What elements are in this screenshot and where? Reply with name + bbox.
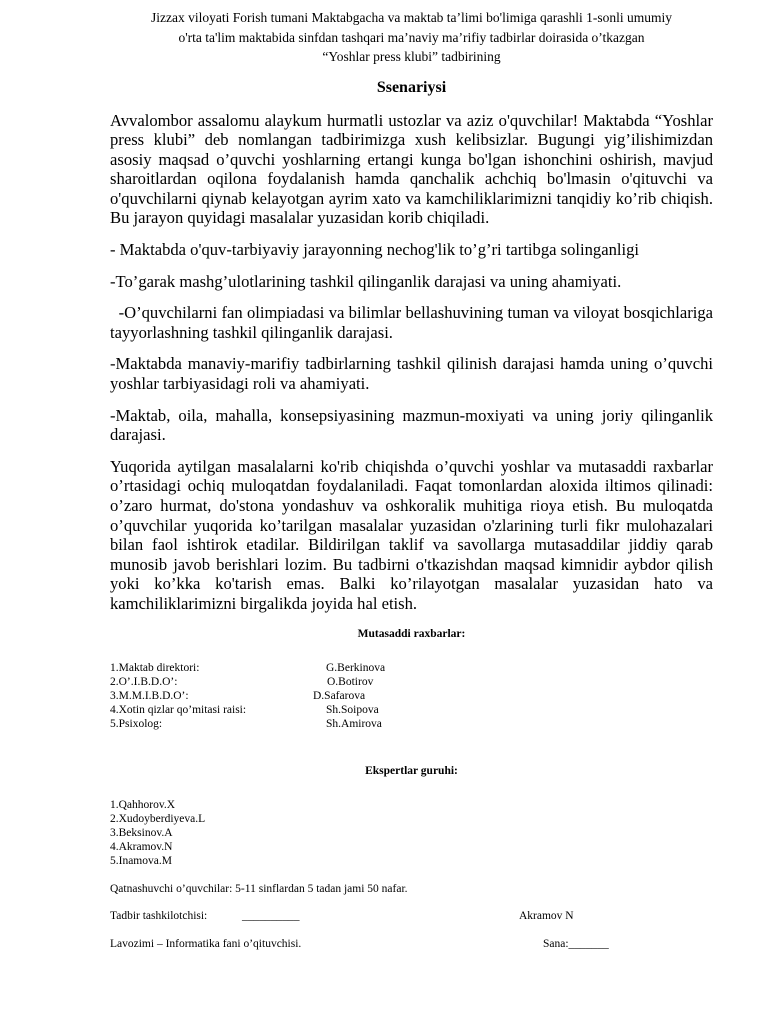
organizer-label: Tadbir tashkilotchisi: (110, 909, 208, 922)
closing-paragraph: Yuqorida aytilgan masalalarni ko'rib chiqishda o’quvchi yoshlar va mutasaddi raxbarlar o’rtasidagi ochiq muloqatdan foydalaniladi. Faqat tomonlardan aloxida iltimos qilinadi: o’zaro hurmat, do'stona yondashuv va oshkoralik muhitiga rioya etish. Bu muloqatda o’quvchilar yuqorida ko’tarilgan masalalar yuzasidan o'zlarining turli fikr mulohazalari bilan faol ishtirok etadilar. Bildirilgan taklif va savollarga mutasaddilar jiddiy qarab munosib javob berishlari lozim. Bu tadbirni o'tkazishdan maqsad kimnidir aybdor qilish yoki ko’kka ko'tarish emas. Balki ko’rilayotgan masalalar yuzasidan hato va kamchiliklarimizni birgalikda joyida hal etish. (110, 456, 713, 613)
expert-item: 1.Qahhorov.X (110, 798, 176, 811)
issue-item-5: -Maktab, oila, mahalla, konsepsiyasining mazmun-moxiyati va uning joriy qilinganlik darajasi. (110, 405, 713, 445)
expert-item: 4.Akramov.N (110, 841, 173, 854)
header-line-2: o'rta ta'lim maktabida sinfdan tashqari ma’naviy ma’rifiy tadbirlar doirasida o’tkazgan (178, 29, 645, 45)
responsible-person: D.Safarova (313, 689, 366, 702)
intro-paragraph: Avvalombor assalomu alaykum hurmatli ustozlar va aziz o'quvchilar! Maktabda “Yoshlar press klubi” deb nomlangan tadbirimizga xush kelibsizlar. Bugungi yig’ilishimizdan asosiy maqsad o’quvchi yoshlarning ertangi kunga bo'lgan ishonchini oshirish, mavjud sharoitlardan oqilona foydalanish hamda qanchalik achchiq bo'lmasin o'qituvchi va o'quvchilarni qiynab kelayotgan ayrim xato va kamchiliklarimizni tanqidiy ko’rib chiqish. Bu jarayon quyidagi masalalar yuzasidan korib chiqiladi. (110, 110, 713, 228)
signature-blank: __________ (242, 909, 300, 922)
document-page (110, 8, 718, 952)
document-title: Ssenariysi (376, 78, 447, 96)
responsible-person: Sh.Soipova (326, 704, 379, 717)
responsible-person: G.Berkinova (326, 661, 386, 674)
responsible-row (110, 689, 713, 703)
responsibles-list (110, 661, 713, 732)
responsible-role: 4.Xotin qizlar qo’mitasi raisi: (110, 704, 247, 717)
header-line-3: “Yoshlar press klubi” tadbirining (322, 49, 501, 64)
organizer-name: Akramov N (519, 909, 574, 922)
responsible-row (110, 675, 713, 689)
organizer-row (110, 910, 713, 924)
responsible-role: 5.Psixolog: (110, 718, 163, 731)
date-field: Sana:_______ (543, 937, 609, 950)
expert-item: 5.Inamova.M (110, 855, 172, 868)
responsible-role: 2.O’.I.B.D.O’: (110, 675, 178, 688)
expert-item: 3.Beksinov.A (110, 826, 173, 839)
responsibles-heading: Mutasaddi raxbarlar: (357, 627, 466, 640)
responsible-row (110, 717, 713, 731)
issue-item-2: -To’garak mashg’ulotlarining tashkil qilinganlik darajasi va uning ahamiyati. (110, 271, 622, 291)
responsible-row (110, 661, 713, 675)
header-line-1: Jizzax viloyati Forish tumani Maktabgacha va maktab ta’limi bo'limiga qarashli 1-sonli umumiy (151, 10, 672, 25)
participants-line: Qatnashuvchi o’quvchilar: 5-11 sinflardan 5 tadan jami 50 nafar. (110, 882, 408, 895)
issue-item-3: -O’quvchilarni fan olimpiadasi va bilimlar bellashuvining tuman va viloyat bosqichlariga tayyorlashning tashkil qilinganlik darajasi. (110, 303, 718, 342)
issue-item-1: - Maktabda o'quv-tarbiyaviy jarayonning nechog'lik to’g’ri tartibga solinganligi (110, 240, 640, 260)
responsible-role: 3.M.M.I.B.D.O’: (110, 689, 189, 702)
experts-list (110, 798, 713, 869)
responsible-role: 1.Maktab direktori: (110, 661, 200, 674)
position-label: Lavozimi – Informatika fani o’qituvchisi. (110, 937, 302, 950)
responsible-row (110, 703, 713, 717)
experts-heading: Ekspertlar guruhi: (365, 764, 458, 777)
responsible-person: Sh.Amirova (326, 718, 382, 731)
expert-item: 2.Xudoyberdiyeva.L (110, 812, 206, 825)
position-row (110, 938, 713, 952)
document-header (110, 8, 713, 67)
issue-item-4: -Maktabda manaviy-marifiy tadbirlarning tashkil qilinish darajasi hamda uning o’quvchi yoshlar tarbiyasidagi roli va ahamiyati. (110, 354, 713, 394)
responsible-person: O.Botirov (327, 675, 374, 688)
